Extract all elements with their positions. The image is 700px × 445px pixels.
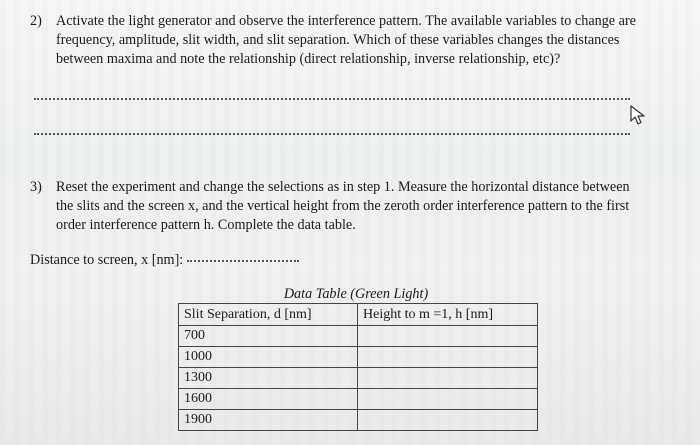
table-row xyxy=(179,389,538,410)
table-row xyxy=(179,326,538,347)
slit-separation-cell: 1900 xyxy=(179,410,358,431)
data-table xyxy=(178,303,538,431)
height-cell[interactable] xyxy=(358,347,538,368)
table-caption: Data Table (Green Light) xyxy=(283,286,429,302)
distance-to-screen xyxy=(30,252,299,269)
header-slit-separation: Slit Separation, d [nm] xyxy=(179,304,358,326)
slit-separation-cell: 1600 xyxy=(179,389,358,410)
header-height: Height to m =1, h [nm] xyxy=(358,304,538,326)
question-2-text xyxy=(56,12,636,69)
height-cell[interactable] xyxy=(358,368,538,389)
question-3-line: the slits and the screen x, and the vertical height from the zeroth order interference pattern to the first xyxy=(56,198,630,214)
slit-separation-cell: 700 xyxy=(179,326,358,347)
question-2-line: frequency, amplitude, slit width, and slit separation. Which of these variables changes the distances xyxy=(56,32,620,48)
mouse-pointer-icon xyxy=(628,104,648,126)
question-3-text xyxy=(56,178,630,235)
question-3-line: order interference pattern h. Complete the data table. xyxy=(56,217,356,233)
question-3 xyxy=(30,178,690,238)
table-row xyxy=(179,368,538,389)
height-cell[interactable] xyxy=(358,389,538,410)
height-cell[interactable] xyxy=(358,410,538,431)
question-2-number: 2) xyxy=(30,13,42,29)
question-2 xyxy=(30,12,690,72)
slit-separation-cell: 1300 xyxy=(179,368,358,389)
question-3-number: 3) xyxy=(30,179,42,195)
answer-line-2[interactable] xyxy=(34,133,630,135)
question-2-line: Activate the light generator and observe the interference pattern. The available variables to change are xyxy=(56,13,636,29)
distance-label: Distance to screen, x [nm]: xyxy=(30,252,184,268)
height-cell[interactable] xyxy=(358,326,538,347)
table-header-row xyxy=(179,304,538,326)
question-3-line: Reset the experiment and change the selections as in step 1. Measure the horizontal distance between xyxy=(56,179,630,195)
question-2-line: between maxima and note the relationship (direct relationship, inverse relationship, etc)? xyxy=(56,51,561,67)
distance-answer-blank[interactable] xyxy=(187,260,299,262)
table-row xyxy=(179,410,538,431)
table-row xyxy=(179,347,538,368)
answer-line-1[interactable] xyxy=(34,98,630,100)
slit-separation-cell: 1000 xyxy=(179,347,358,368)
